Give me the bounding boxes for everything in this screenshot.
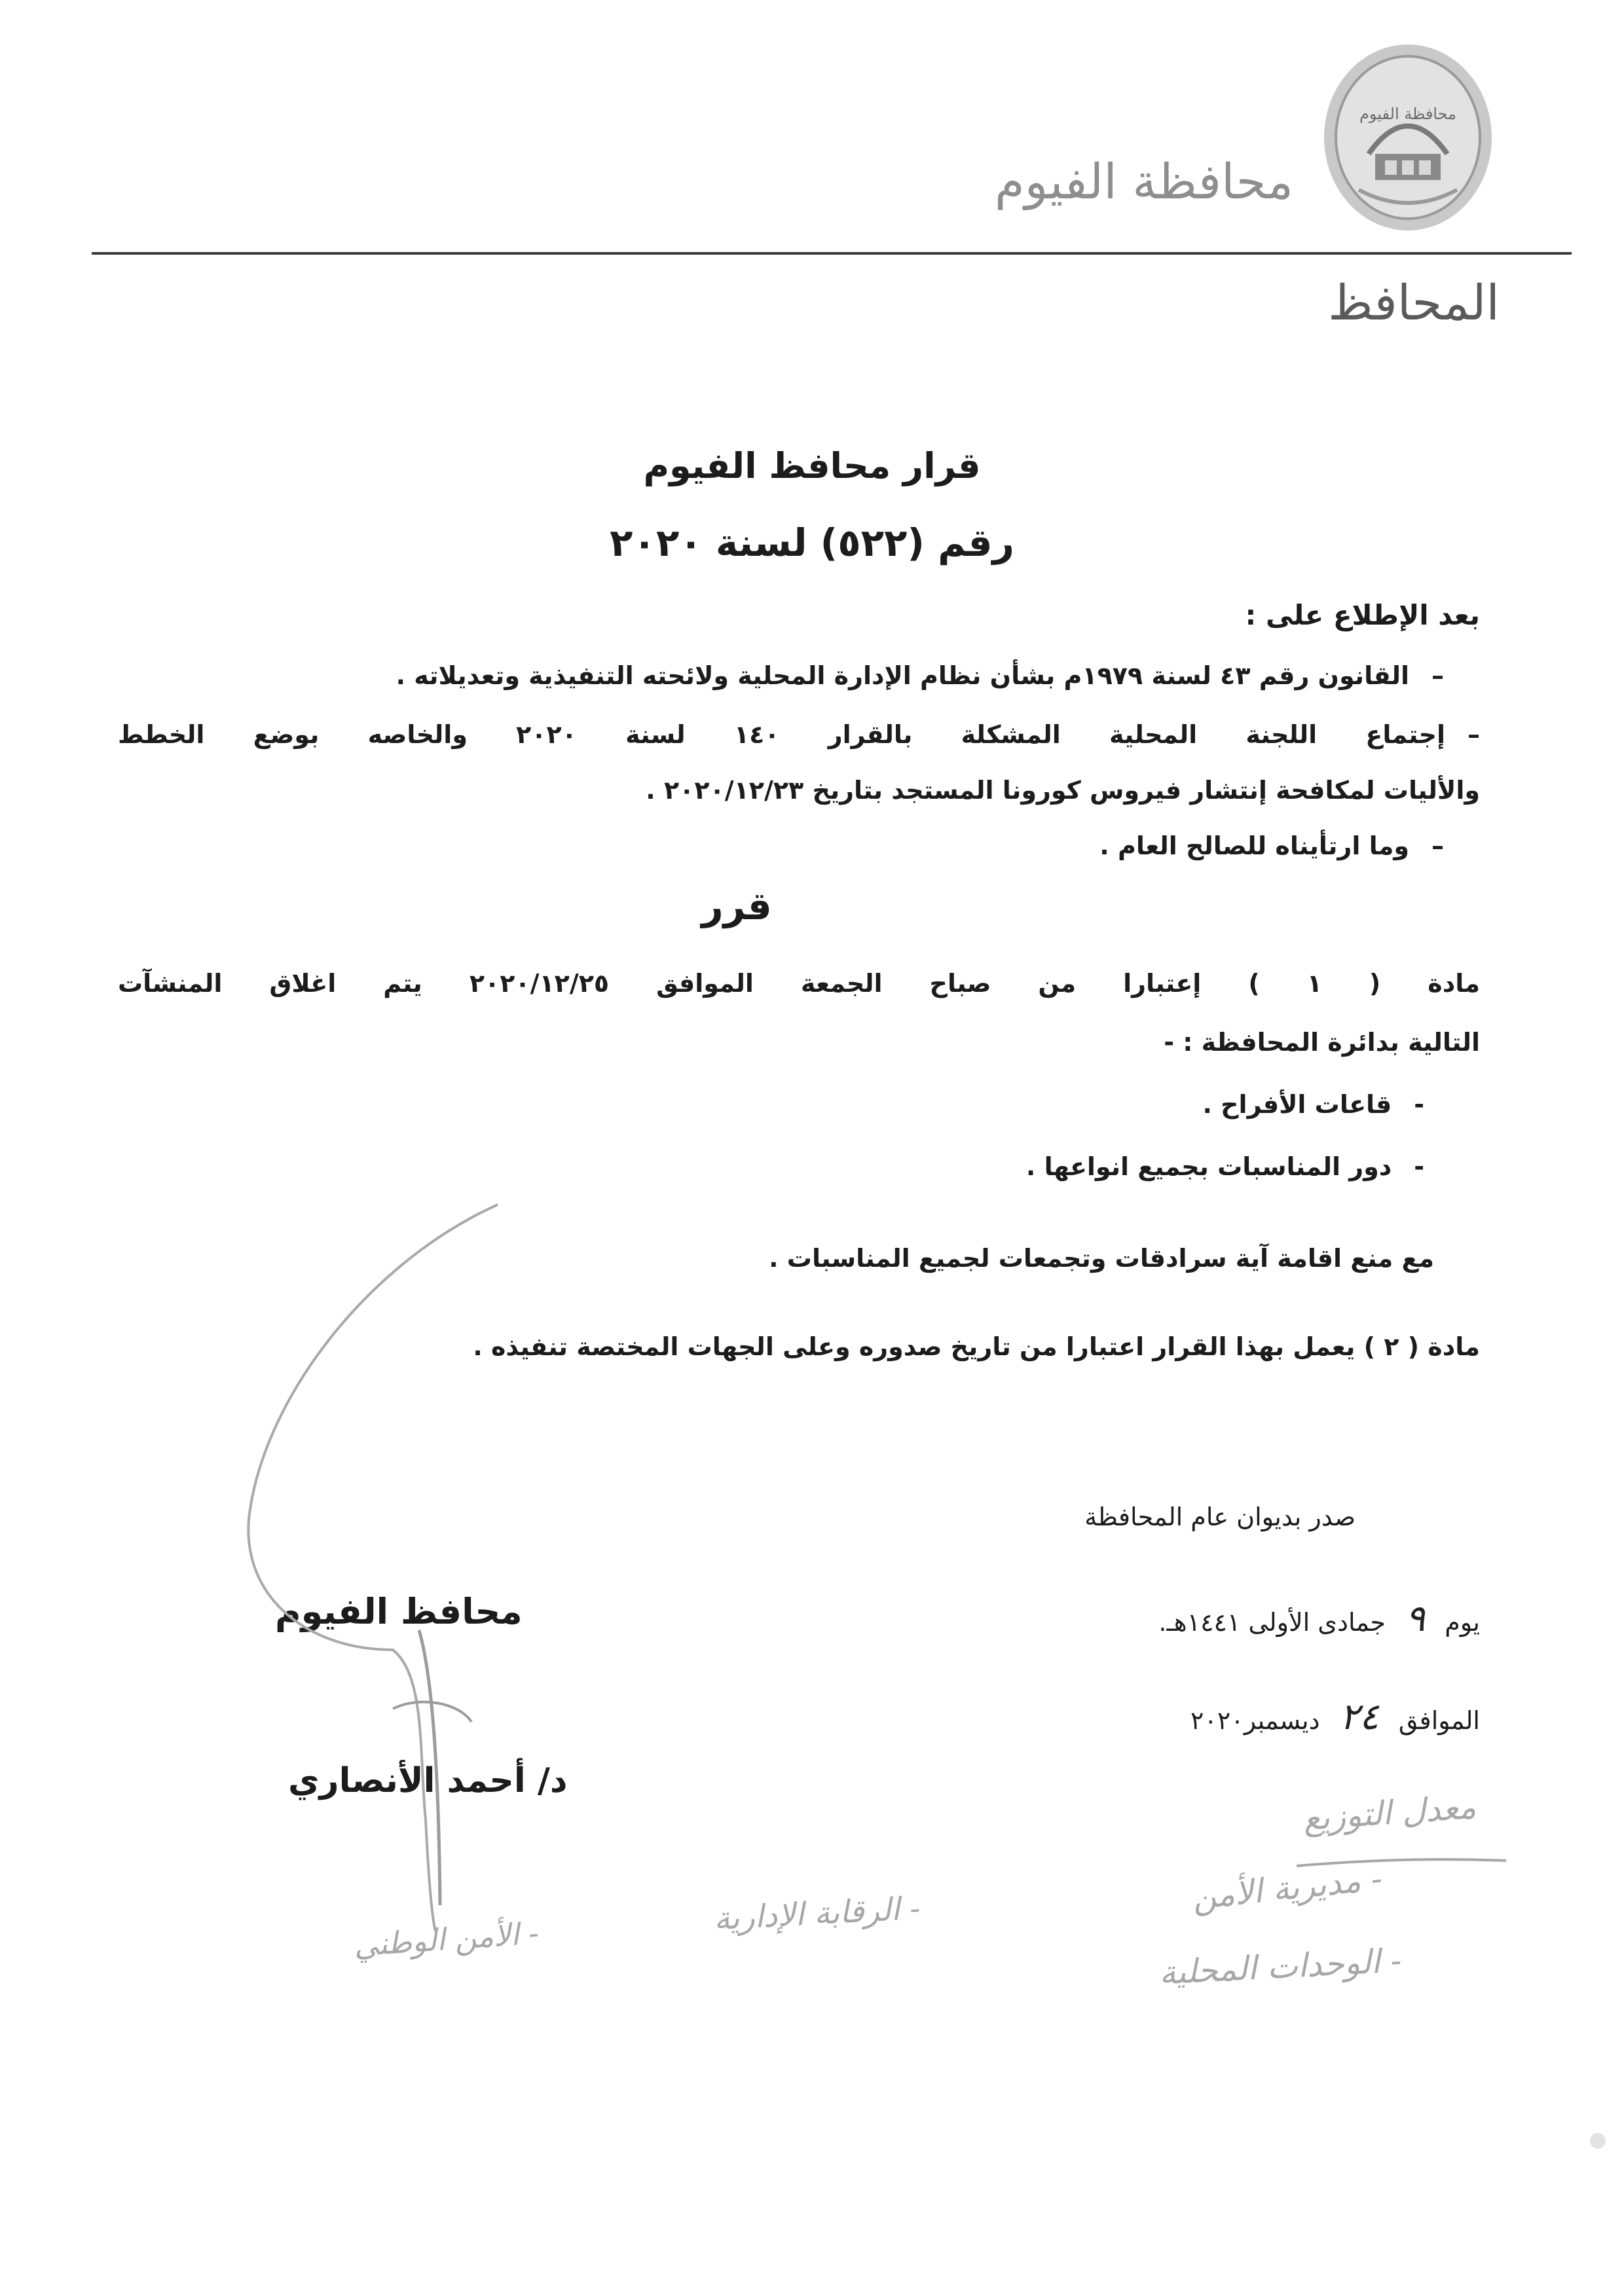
distribution-entry: - الأمن الوطني (352, 1915, 540, 1963)
article-1-line-1: مادة ( ١ ) إعتبارا من صباح الجمعة الموافق ٢٠٢٠/١٢/٢٥ يتم اغلاق المنشآت (118, 969, 1481, 998)
distribution-entry: - مديرية الأمن (1190, 1859, 1384, 1918)
preamble-heading: بعد الإطلاع على : (1245, 599, 1480, 631)
preamble-item-law: –القانون رقم ٤٣ لسنة ١٩٧٩م بشأن نظام الإدارة المحلية ولائحته التنفيذية وتعديلاته . (396, 661, 1444, 690)
bullet-dash: – (1431, 661, 1444, 690)
article-1-note: مع منع اقامة آية سرادقات وتجمعات لجميع المناسبات . (769, 1244, 1434, 1273)
issuance-place: صدر بديوان عام المحافظة (1084, 1503, 1356, 1531)
bullet-dash: – (1431, 831, 1444, 860)
handwritten-day: ٩ (1405, 1597, 1426, 1640)
distribution-entry: - الوحدات المحلية (1158, 1941, 1403, 1992)
handwritten-day: ٢٤ (1339, 1696, 1379, 1738)
governorate-name: محافظة الفيوم (994, 154, 1293, 210)
issuance-gregorian-date: الموافق ٢٤ ديسمبر٢٠٢٠ (1190, 1696, 1480, 1738)
seal-text: محافظة الفيوم (1359, 105, 1456, 123)
bullet-dash: - (1414, 1152, 1424, 1181)
bullet-dash: – (1467, 720, 1481, 749)
office-title: المحافظ (1328, 275, 1500, 331)
signature-stroke (248, 1205, 498, 1931)
distribution-heading: معدل التوزيع (1302, 1787, 1477, 1838)
preamble-item-public-interest: –وما ارتأيناه للصالح العام . (1099, 831, 1444, 860)
preamble-item-meeting: –إجتماع اللجنة المحلية المشكلة بالقرار ١٤٠ لسنة ٢٠٢٠ والخاصه بوضع الخطط (118, 720, 1481, 749)
distribution-entry: - الرقابة الإدارية (712, 1889, 921, 1938)
bullet-dash: - (1414, 1090, 1424, 1119)
signatory-title: محافظ الفيوم (275, 1591, 523, 1632)
preamble-item-meeting-cont: والأليات لمكافحة إنتشار فيروس كورونا المستجد بتاريخ ٢٠٢٠/١٢/٢٣ . (646, 776, 1480, 805)
article-2: مادة ( ٢ ) يعمل بهذا القرار اعتبارا من تاريخ صدوره وعلى الجهات المختصة تنفيذه . (473, 1332, 1480, 1361)
decision-number: رقم (٥٢٢) لسنة ٢٠٢٠ (610, 520, 1014, 565)
distribution-underline (1297, 1859, 1506, 1866)
article-1-line-2: التالية بدائرة المحافظة : - (1164, 1028, 1480, 1057)
decision-title: قرار محافظ الفيوم (643, 445, 981, 486)
issuance-hijri-date: يوم ٩ جمادى الأولى ١٤٤١هـ. (1158, 1597, 1480, 1640)
article-1-item: -قاعات الأفراح . (1202, 1090, 1424, 1119)
signatory-name: د/ أحمد الأنصاري (288, 1761, 568, 1800)
stain-dot (1590, 2133, 1606, 2149)
article-1-item: -دور المناسبات بجميع انواعها . (1025, 1152, 1424, 1181)
decree-heading: قرر (701, 884, 772, 928)
